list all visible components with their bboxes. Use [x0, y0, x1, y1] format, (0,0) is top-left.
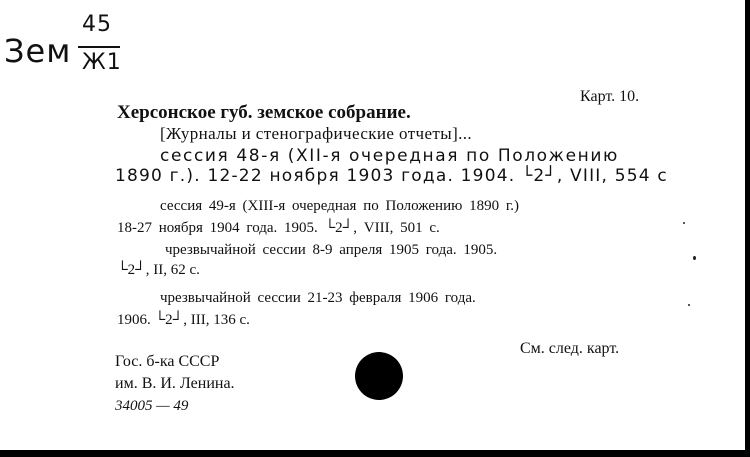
- extra-session-1-line-2: └2┘, II, 62 с.: [117, 262, 200, 278]
- see-next-card: См. след. карт.: [520, 340, 620, 357]
- shelf-mark-denominator: Ж1: [82, 50, 122, 75]
- session-49-line-2: 18-27 ноября 1904 года. 1905. └2┘, VIII, 501 с.: [117, 220, 440, 236]
- library-name-line-2: им. В. И. Ленина.: [115, 375, 235, 392]
- extra-session-2-line-2: 1906. └2┘, III, 136 с.: [117, 312, 250, 328]
- library-name-line-1: Гос. б-ка СССР: [115, 353, 220, 370]
- handwritten-line-1: сессия 48-я (XII-я очередная по Положению: [160, 146, 619, 166]
- card-number: Карт. 10.: [580, 88, 640, 105]
- session-49-line-1: сессия 49-я (XIII-я очередная по Положению 1890 г.): [160, 198, 520, 214]
- shelf-mark-numerator: 45: [82, 12, 112, 37]
- print-code: 34005 — 49: [115, 398, 189, 414]
- handwritten-line-2: 1890 г.). 12-22 ноября 1903 года. 1904. └2┘, VIII, 554 с: [115, 166, 668, 186]
- shelf-mark-prefix: Зем: [4, 32, 72, 70]
- shelf-mark-fraction-line: [78, 46, 120, 48]
- speck-mark: [688, 304, 690, 306]
- speck-mark: [683, 222, 685, 224]
- punch-hole: [355, 352, 403, 400]
- extra-session-1-line-1: чрезвычайной сессии 8-9 апреля 1905 года. 1905.: [165, 242, 498, 258]
- speck-mark: [693, 256, 696, 260]
- extra-session-2-line-1: чрезвычайной сессии 21-23 февраля 1906 года.: [160, 290, 476, 306]
- card-subtitle: [Журналы и стенографические отчеты]...: [160, 124, 473, 143]
- card-heading: Херсонское губ. земское собрание.: [117, 102, 411, 123]
- card-edge-shadow-bottom: [0, 450, 750, 457]
- card-edge-shadow-right: [745, 0, 750, 457]
